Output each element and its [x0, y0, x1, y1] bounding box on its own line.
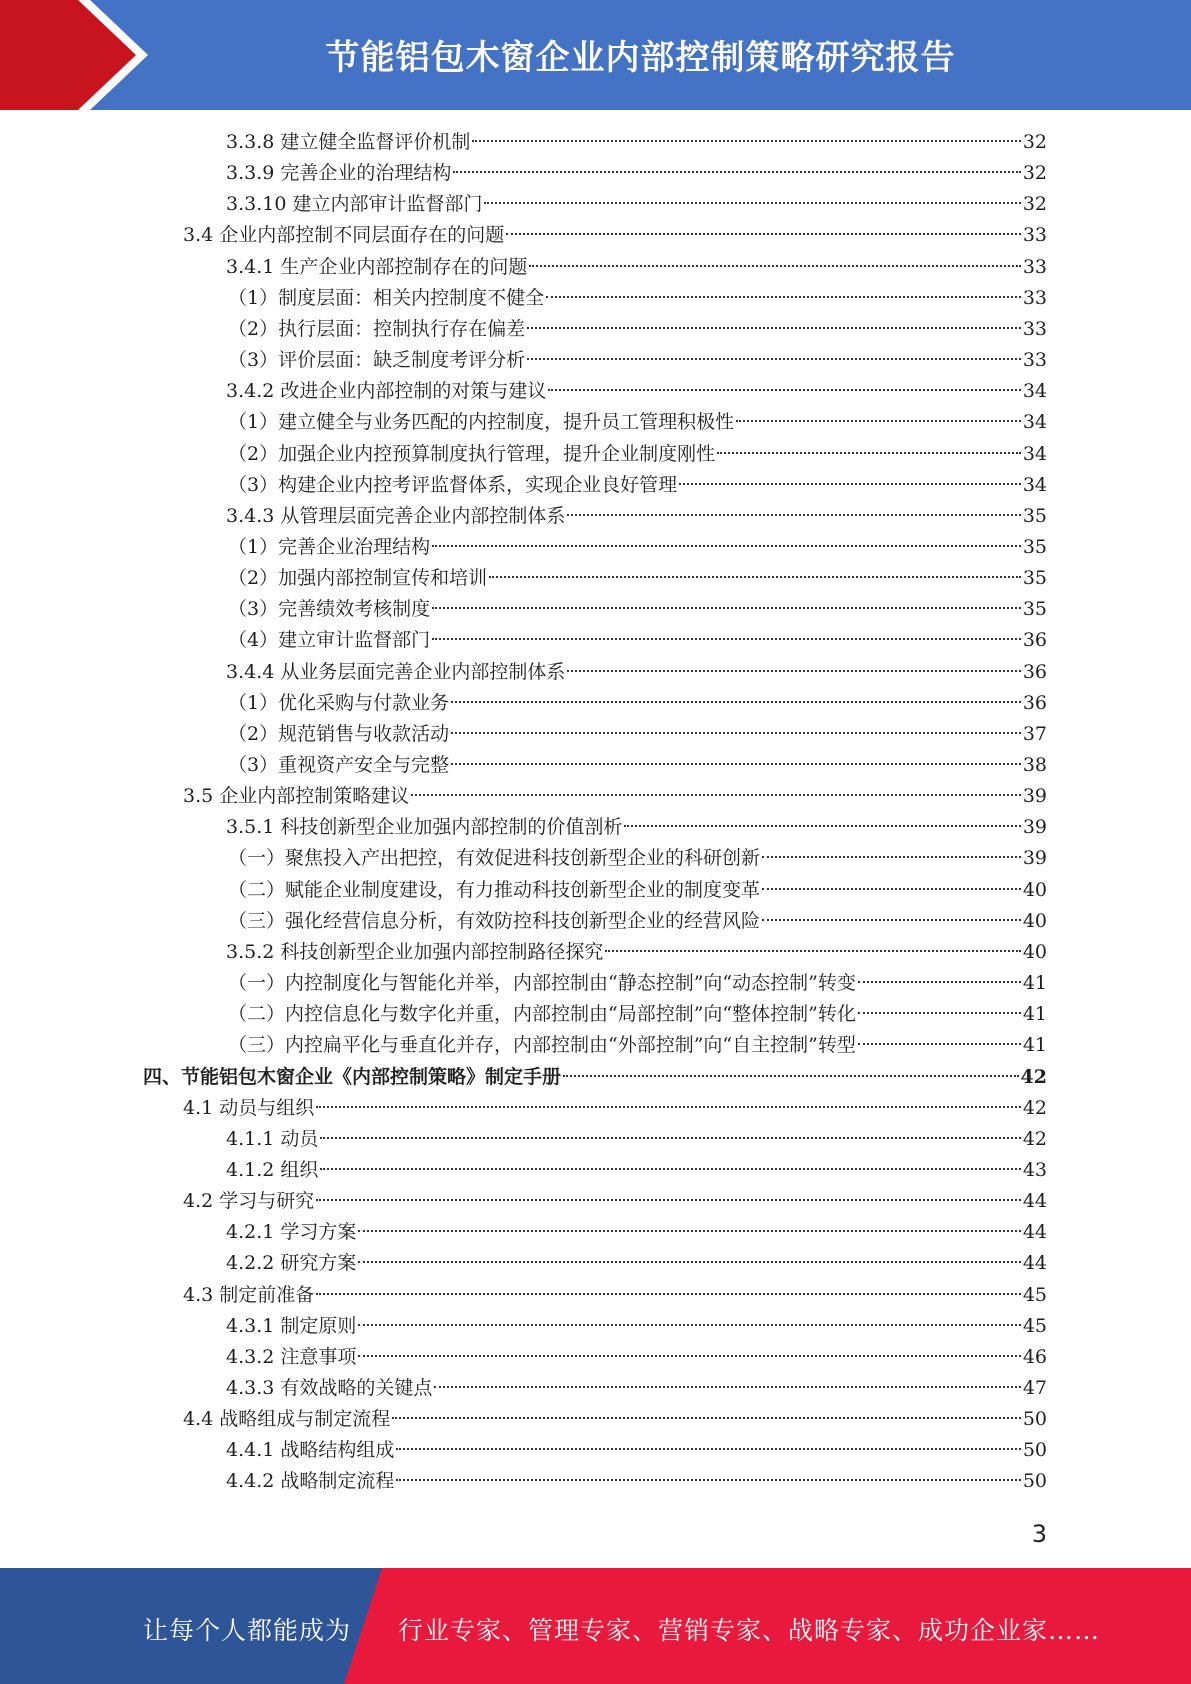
- toc-entry[interactable]: [226, 189, 1047, 220]
- toc-entry[interactable]: [226, 1248, 1047, 1279]
- toc-entry[interactable]: [226, 1342, 1047, 1373]
- toc-entry-title: 4.1 动员与组织: [183, 1096, 315, 1119]
- toc-dot-leader: [858, 1043, 1021, 1045]
- toc-dot-leader: [432, 545, 1021, 547]
- toc-entry[interactable]: [183, 1280, 1047, 1311]
- toc-entry-title: 3.5 企业内部控制策略建议: [183, 785, 410, 808]
- toc-entry-page: 32: [1022, 162, 1047, 185]
- toc-entry-title: （三）内控扁平化与垂直化并存，内部控制由“外部控制”向“自主控制”转型: [228, 1034, 856, 1057]
- toc-entry-title: （1）建立健全与业务匹配的内控制度，提升员工管理积极性: [228, 411, 735, 434]
- toc-dot-leader: [392, 1417, 1021, 1419]
- toc-entry[interactable]: [228, 688, 1047, 719]
- toc-entry[interactable]: [226, 657, 1047, 688]
- toc-entry-page: 43: [1022, 1158, 1047, 1181]
- toc-entry-title: （一）内控制度化与智能化并举，内部控制由“静态控制”向“动态控制”转变: [228, 972, 856, 995]
- toc-entry[interactable]: [226, 1124, 1047, 1155]
- toc-entry-page: 41: [1022, 1034, 1047, 1057]
- toc-entry-title: 4.4.2 战略制定流程: [226, 1470, 395, 1493]
- toc-entry[interactable]: [226, 1373, 1047, 1404]
- toc-dot-leader: [858, 981, 1021, 983]
- toc-entry-page: 42: [1022, 1127, 1047, 1150]
- toc-entry[interactable]: [228, 999, 1047, 1030]
- toc-dot-leader: [358, 1355, 1020, 1357]
- footer-slogan-right: 行业专家、管理专家、营销专家、战略专家、成功企业家……: [398, 1616, 1101, 1645]
- toc-entry-page: 40: [1022, 909, 1047, 932]
- toc-entry[interactable]: [228, 594, 1047, 625]
- toc-entry[interactable]: [183, 781, 1047, 812]
- toc-entry[interactable]: [183, 1093, 1047, 1124]
- toc-entry[interactable]: [226, 158, 1047, 189]
- toc-entry-title: 4.2 学习与研究: [183, 1190, 315, 1213]
- toc-dot-leader: [529, 265, 1020, 267]
- toc-entry-title: （2）加强企业内控预算制度执行管理，提升企业制度刚性: [228, 442, 716, 465]
- toc-entry-title: （2）执行层面：控制执行存在偏差: [228, 317, 526, 340]
- toc-dot-leader: [434, 1386, 1020, 1388]
- toc-entry-page: 34: [1022, 380, 1047, 403]
- toc-dot-leader: [546, 296, 1021, 298]
- toc-entry[interactable]: [226, 252, 1047, 283]
- toc-dot-leader: [316, 1293, 1021, 1295]
- toc-dot-leader: [489, 576, 1021, 578]
- toc-entry-page: 33: [1022, 224, 1047, 247]
- toc-entry-title: （1）优化采购与付款业务: [228, 691, 450, 714]
- toc-dot-leader: [506, 233, 1021, 235]
- toc-entry-title: 4.1.1 动员: [226, 1127, 319, 1150]
- toc-entry[interactable]: [226, 937, 1047, 968]
- toc-dot-leader: [762, 856, 1021, 858]
- toc-entry-page: 45: [1022, 1283, 1047, 1306]
- toc-entry-title: 4.1.2 组织: [226, 1158, 319, 1181]
- toc-dot-leader: [679, 483, 1021, 485]
- toc-entry[interactable]: [226, 1435, 1047, 1466]
- toc-dot-leader: [358, 1230, 1020, 1232]
- toc-entry[interactable]: [226, 1466, 1047, 1497]
- toc-entry-page: 47: [1022, 1377, 1047, 1399]
- toc-entry-title: （2）加强内部控制宣传和培训: [228, 567, 488, 590]
- toc-dot-leader: [762, 888, 1021, 890]
- toc-dot-leader: [736, 420, 1021, 422]
- toc-entry-page: 39: [1022, 785, 1047, 808]
- toc-dot-leader: [396, 1479, 1020, 1481]
- toc-dot-leader: [484, 202, 1020, 204]
- toc-entry[interactable]: [228, 875, 1047, 906]
- toc-entry-title: （三）强化经营信息分析，有效防控科技创新型企业的经营风险: [228, 909, 761, 932]
- toc-dot-leader: [453, 171, 1020, 173]
- toc-entry[interactable]: [183, 220, 1047, 251]
- toc-entry-title: （二）内控信息化与数字化并重，内部控制由“局部控制”向“整体控制”转化: [228, 1003, 856, 1026]
- toc-entry-title: 4.3.1 制定原则: [226, 1314, 357, 1337]
- toc-entry[interactable]: [228, 563, 1047, 594]
- toc-dot-leader: [717, 452, 1021, 454]
- toc-dot-leader: [527, 358, 1021, 360]
- footer-slogan-left: 让每个人都能成为: [143, 1616, 352, 1645]
- toc-entry[interactable]: [183, 1404, 1047, 1435]
- toc-entry-page: 35: [1022, 598, 1047, 621]
- toc-entry[interactable]: [228, 843, 1047, 874]
- toc-entry-page: 44: [1022, 1252, 1047, 1275]
- toc-entry-title: 4.2.1 学习方案: [226, 1221, 357, 1244]
- toc-entry-title: 4.3.3 有效战略的关键点: [226, 1377, 433, 1399]
- toc-entry-page: 37: [1022, 722, 1047, 745]
- toc-entry-title: （一）聚焦投入产出把控，有效促进科技创新型企业的科研创新: [228, 847, 761, 870]
- toc-entry-title: （2）规范销售与收款活动: [228, 722, 450, 745]
- toc-dot-leader: [451, 732, 1021, 734]
- toc-entry-title: （3）评价层面：缺乏制度考评分析: [228, 349, 526, 372]
- toc-dot-leader: [451, 701, 1021, 703]
- toc-entry-title: （二）赋能企业制度建设，有力推动科技创新型企业的制度变革: [228, 878, 761, 901]
- toc-entry-title: 3.4.3 从管理层面完善企业内部控制体系: [226, 504, 566, 527]
- toc-entry-page: 38: [1022, 754, 1047, 776]
- toc-entry-title: 3.4.1 生产企业内部控制存在的问题: [226, 255, 528, 278]
- toc-entry[interactable]: [226, 127, 1047, 158]
- toc-entry-page: 39: [1022, 816, 1047, 839]
- toc-dot-leader: [472, 140, 1020, 142]
- toc-entry-title: 4.3 制定前准备: [183, 1283, 315, 1306]
- toc-entry-page: 40: [1022, 878, 1047, 901]
- toc-entry-page: 50: [1022, 1408, 1047, 1431]
- toc-entry-page: 41: [1022, 972, 1047, 995]
- toc-entry[interactable]: [183, 1186, 1047, 1217]
- toc-entry[interactable]: [226, 812, 1047, 843]
- toc-dot-leader: [320, 1168, 1020, 1170]
- toc-dot-leader: [567, 670, 1020, 672]
- toc-entry-page: 44: [1022, 1190, 1047, 1213]
- toc-dot-leader: [605, 950, 1020, 952]
- toc-dot-leader: [396, 1448, 1020, 1450]
- toc-dot-leader: [316, 1199, 1021, 1201]
- toc-entry-title: （3）重视资产安全与完整: [228, 754, 450, 776]
- toc-entry-page: 33: [1022, 286, 1047, 309]
- toc-entry[interactable]: [226, 376, 1047, 407]
- toc-entry[interactable]: [226, 1217, 1047, 1248]
- toc-entry[interactable]: [226, 1311, 1047, 1342]
- toc-dot-leader: [316, 1106, 1021, 1108]
- toc-dot-leader: [563, 1075, 1019, 1077]
- toc-dot-leader: [624, 825, 1020, 827]
- toc-entry-title: 3.5.2 科技创新型企业加强内部控制路径探究: [226, 940, 604, 963]
- toc-entry-title: 3.3.9 完善企业的治理结构: [226, 162, 452, 185]
- toc-entry[interactable]: [228, 1030, 1047, 1061]
- toc-entry[interactable]: [226, 1155, 1047, 1186]
- toc-entry-page: 35: [1022, 535, 1047, 558]
- toc-entry-page: 34: [1022, 442, 1047, 465]
- toc-entry-title: 四、节能铝包木窗企业《内部控制策略》制定手册: [143, 1065, 562, 1088]
- toc-entry-page: 50: [1022, 1439, 1047, 1462]
- toc-entry-title: （1）完善企业治理结构: [228, 535, 431, 558]
- toc-entry[interactable]: [228, 283, 1047, 314]
- toc-entry-title: 3.3.8 建立健全监督评价机制: [226, 131, 471, 153]
- toc-entry[interactable]: [228, 625, 1047, 656]
- toc-dot-leader: [320, 1137, 1020, 1139]
- toc-entry[interactable]: [228, 407, 1047, 438]
- toc-entry[interactable]: [228, 750, 1047, 781]
- toc-entry[interactable]: [228, 345, 1047, 376]
- toc-dot-leader: [527, 327, 1021, 329]
- toc-entry-page: 41: [1022, 1003, 1047, 1026]
- toc-entry-title: 3.4.4 从业务层面完善企业内部控制体系: [226, 660, 566, 683]
- toc-entry-title: （3）构建企业内控考评监督体系，实现企业良好管理: [228, 473, 678, 496]
- toc-entry-page: 46: [1022, 1345, 1047, 1368]
- toc-entry-page: 34: [1022, 473, 1047, 496]
- toc-entry-page: 42: [1020, 1065, 1047, 1088]
- page-number: 3: [1031, 1520, 1047, 1548]
- toc-entry-page: 44: [1022, 1221, 1047, 1244]
- toc-entry-page: 40: [1022, 940, 1047, 963]
- toc-entry-page: 33: [1022, 255, 1047, 278]
- toc-entry-page: 36: [1022, 660, 1047, 683]
- toc-dot-leader: [567, 514, 1020, 516]
- toc-entry-title: （1）制度层面：相关内控制度不健全: [228, 286, 545, 309]
- toc-entry-title: 3.5.1 科技创新型企业加强内部控制的价值剖析: [226, 816, 623, 839]
- toc-entry[interactable]: [228, 906, 1047, 937]
- toc-entry-title: 3.4 企业内部控制不同层面存在的问题: [183, 224, 505, 247]
- toc-entry[interactable]: [228, 314, 1047, 345]
- toc-entry-page: 34: [1022, 411, 1047, 434]
- toc-entry-title: 4.2.2 研究方案: [226, 1252, 357, 1275]
- toc-dot-leader: [432, 638, 1021, 640]
- toc-entry-page: 33: [1022, 349, 1047, 372]
- toc-dot-leader: [451, 763, 1021, 765]
- toc-entry[interactable]: [143, 1062, 1047, 1093]
- toc-entry-page: 50: [1022, 1470, 1047, 1493]
- toc-dot-leader: [548, 389, 1020, 391]
- toc-dot-leader: [411, 794, 1021, 796]
- document-title: 节能铝包木窗企业内部控制策略研究报告: [325, 38, 956, 78]
- toc-entry-title: 4.3.2 注意事项: [226, 1345, 357, 1368]
- toc-entry-page: 42: [1022, 1096, 1047, 1119]
- toc-dot-leader: [762, 919, 1021, 921]
- toc-dot-leader: [858, 1012, 1021, 1014]
- toc-dot-leader: [358, 1324, 1020, 1326]
- toc-entry-title: 4.4.1 战略结构组成: [226, 1439, 395, 1462]
- page-header: [0, 0, 1191, 110]
- toc-entry-title: 3.4.2 改进企业内部控制的对策与建议: [226, 380, 547, 403]
- toc-dot-leader: [432, 607, 1021, 609]
- toc-entry[interactable]: [226, 501, 1047, 532]
- toc-entry-page: 39: [1022, 847, 1047, 870]
- toc-entry-page: 45: [1022, 1314, 1047, 1337]
- toc-entry-page: 33: [1022, 317, 1047, 340]
- toc-entry-page: 35: [1022, 567, 1047, 590]
- toc-entry[interactable]: [228, 532, 1047, 563]
- toc-entry-page: 36: [1022, 629, 1047, 652]
- toc-entry-title: 4.4 战略组成与制定流程: [183, 1408, 391, 1431]
- toc-entry-title: 3.3.10 建立内部审计监督部门: [226, 193, 483, 216]
- toc-entry-page: 32: [1022, 193, 1047, 216]
- toc-entry-title: （3）完善绩效考核制度: [228, 598, 431, 621]
- toc-entry[interactable]: [228, 439, 1047, 470]
- toc-entry[interactable]: [228, 719, 1047, 750]
- toc-entry[interactable]: [228, 968, 1047, 999]
- toc-dot-leader: [358, 1261, 1020, 1263]
- toc-entry[interactable]: [228, 470, 1047, 501]
- toc-entry-page: 35: [1022, 504, 1047, 527]
- toc-entry-page: 36: [1022, 691, 1047, 714]
- toc-entry-title: （4）建立审计监督部门: [228, 629, 431, 652]
- toc-entry-page: 32: [1022, 131, 1047, 153]
